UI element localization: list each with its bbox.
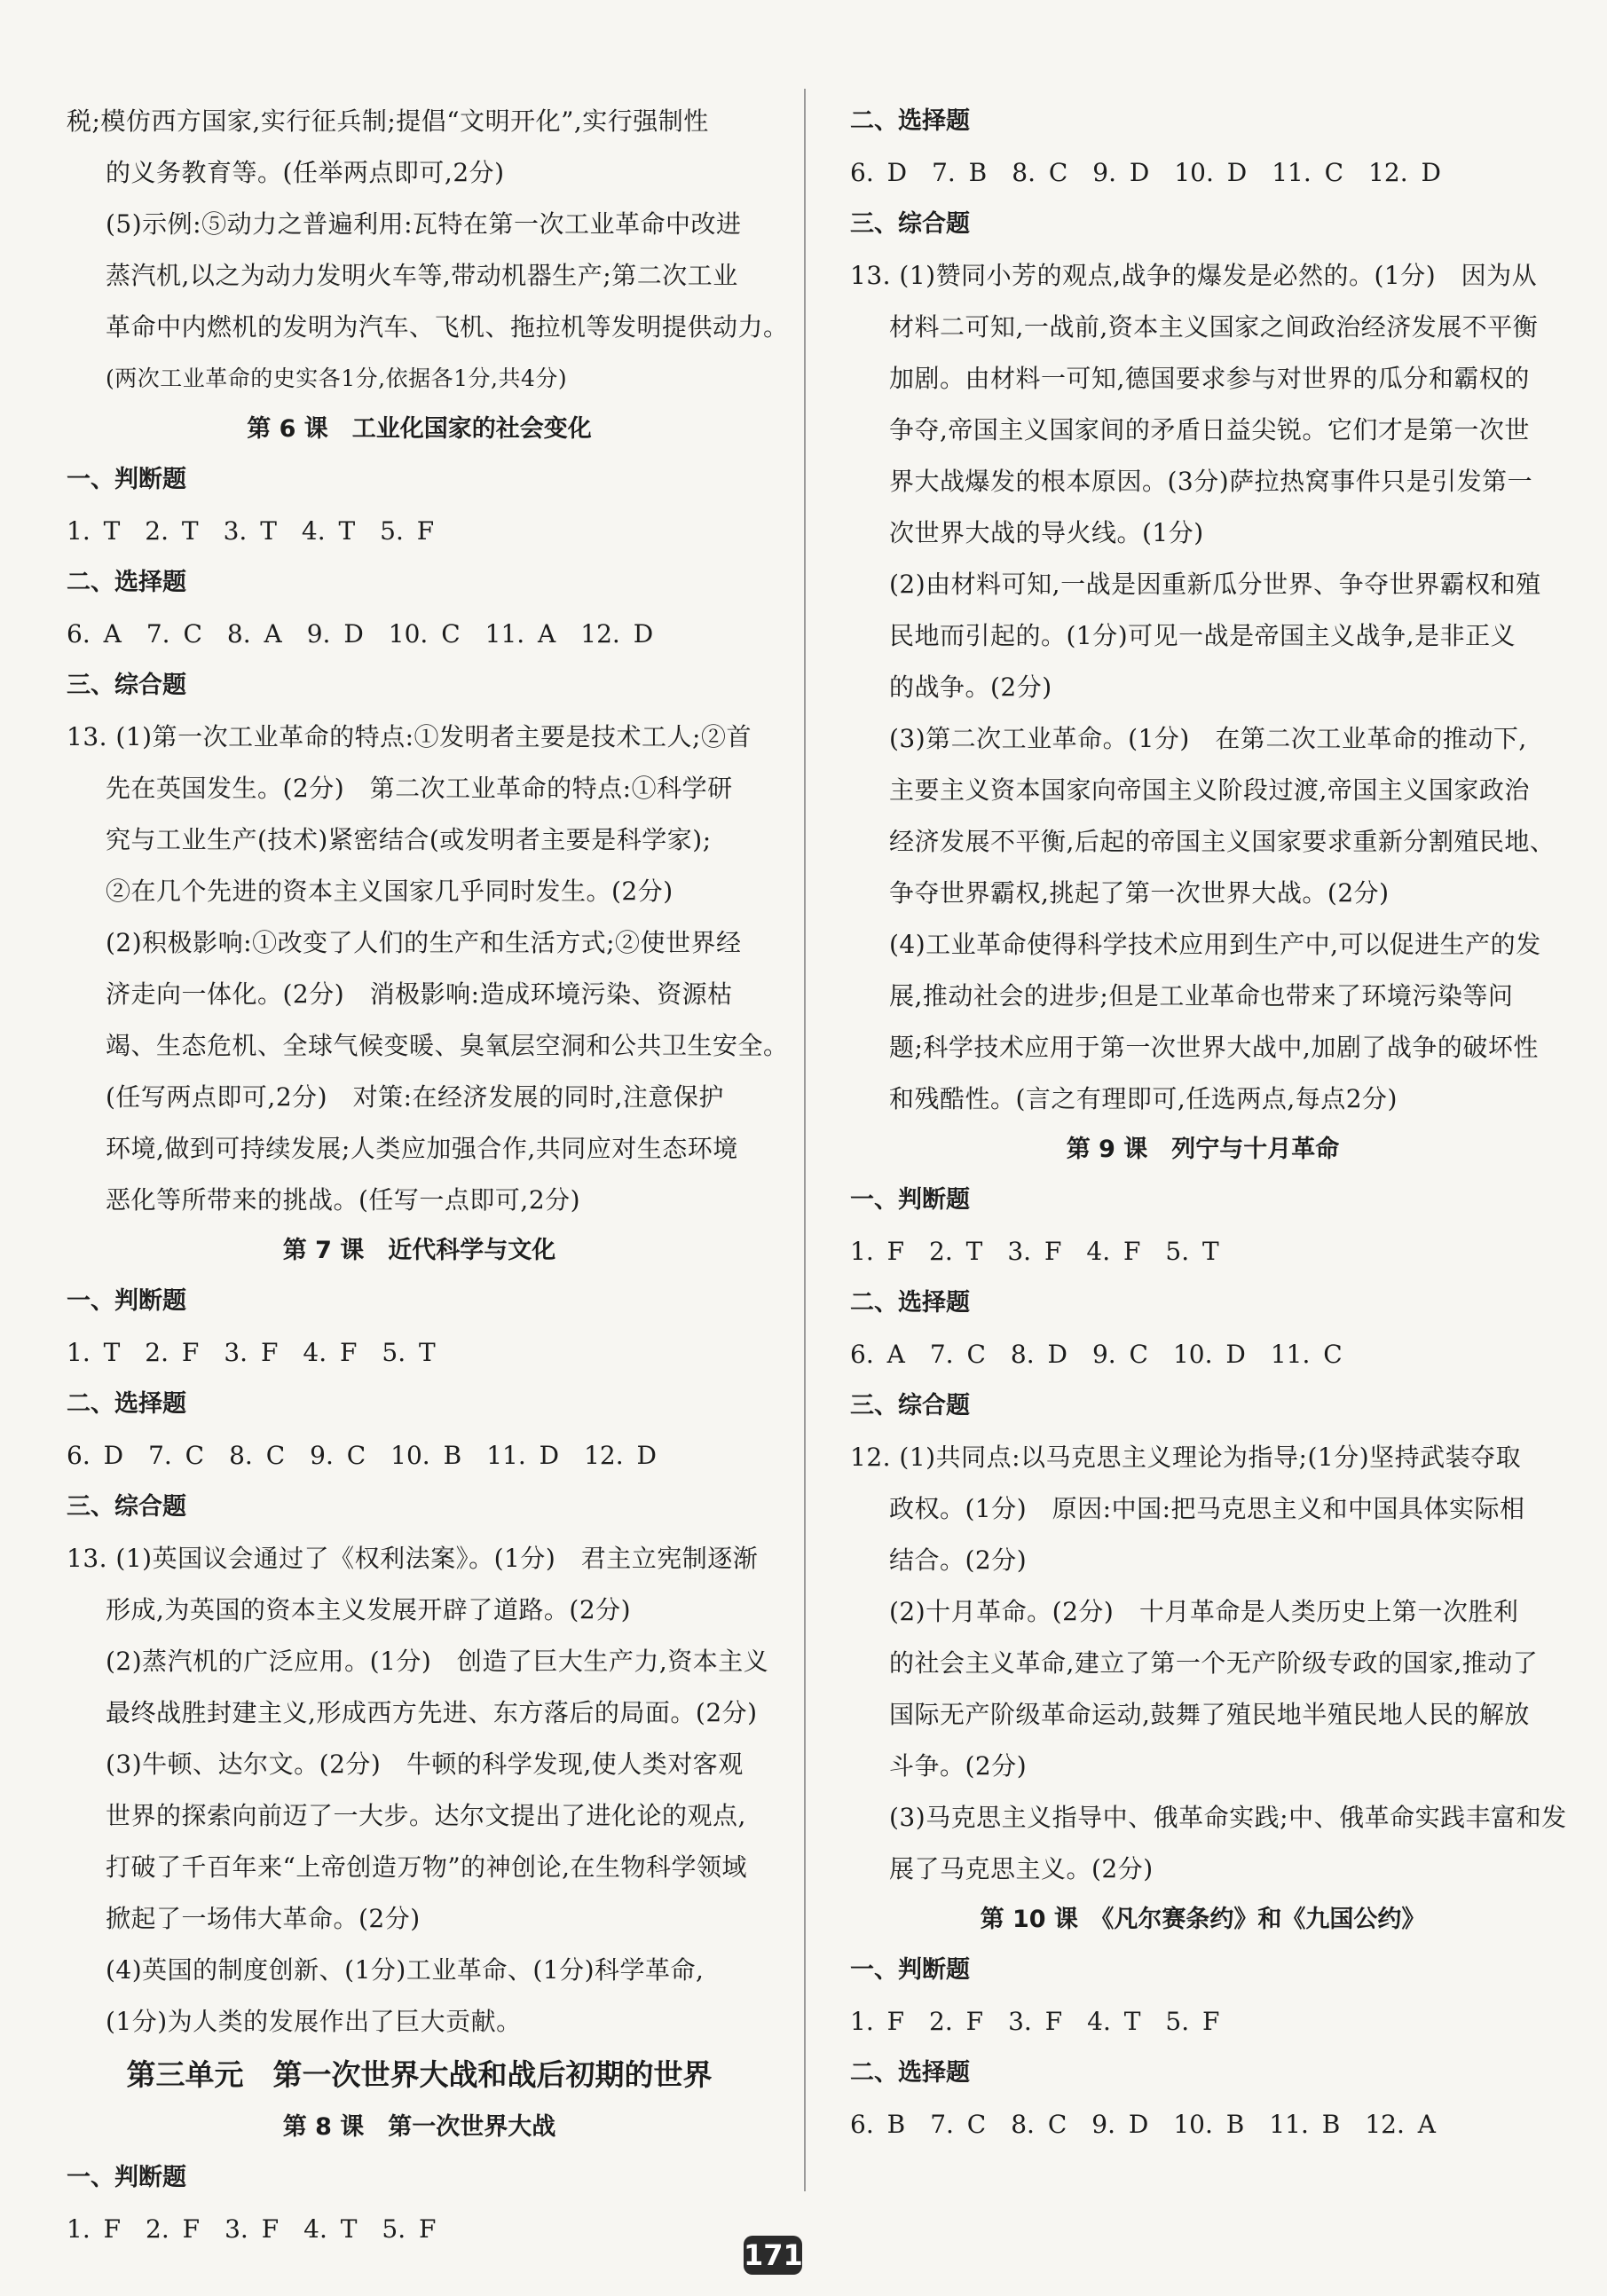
text-line: 国际无产阶级革命运动,鼓舞了殖民地半殖民地人民的解放 (889, 1700, 1530, 1729)
text-line: 世界的探索向前迈了一大步。达尔文提出了进化论的观点, (106, 1801, 746, 1830)
text-line: 环境,做到可持续发展;人类应加强合作,共同应对生态环境 (106, 1134, 738, 1163)
text-line: 题;科学技术应用于第一次世界大战中,加剧了战争的破坏性 (889, 1033, 1539, 1062)
text-line: 恶化等所带来的挑战。(任写一点即可,2分) (106, 1185, 581, 1215)
text-line: 主要主义资本国家向帝国主义阶段过渡,帝国主义国家政治 (889, 775, 1530, 805)
right-column (850, 96, 1567, 2151)
text-line: ②在几个先进的资本主义国家几乎同时发生。(2分) (106, 877, 674, 906)
text-line: 民地而引起的。(1分)可见一战是帝国主义战争,是非正义 (889, 621, 1516, 650)
answer-row: 6. A 7. C 8. D 9. C 10. D 11. C (850, 1340, 1343, 1369)
text-line: 次世界大战的导火线。(1分) (889, 518, 1204, 547)
section-heading: 二、选择题 (850, 107, 970, 135)
text-line: 争夺,帝国主义国家间的矛盾日益尖锐。它们才是第一次世 (889, 415, 1530, 444)
text-line: 结合。(2分) (889, 1545, 1028, 1575)
section-heading: 二、选择题 (850, 2059, 970, 2087)
text-line: 竭、生态危机、全球气候变暖、臭氧层空洞和公共卫生安全。 (106, 1031, 789, 1060)
unit-title: 第三单元 第一次世界大战和战后初期的世界 (126, 2057, 713, 2092)
text-line: (3)牛顿、达尔文。(2分) 牛顿的科学发现,使人类对客观 (106, 1750, 744, 1779)
section-heading: 一、判断题 (850, 1956, 970, 1984)
lesson-title: 第 9 课 列宁与十月革命 (1066, 1136, 1340, 1163)
text-line: 最终战胜封建主义,形成西方先进、东方落后的局面。(2分) (106, 1698, 758, 1727)
answer-row: 6. D 7. C 8. C 9. C 10. B 11. D 12. D (67, 1441, 657, 1470)
text-line: 政权。(1分) 原因:中国:把马克思主义和中国具体实际相 (889, 1494, 1525, 1523)
text-line: 加剧。由材料一可知,德国要求参与对世界的瓜分和霸权的 (889, 364, 1530, 393)
answer-row: 1. T 2. T 3. T 4. T 5. F (67, 516, 435, 546)
text-line: 经济发展不平衡,后起的帝国主义国家要求重新分割殖民地、 (889, 827, 1556, 856)
answer-row: 6. A 7. C 8. A 9. D 10. C 11. A 12. D (67, 619, 654, 649)
lesson-title: 第 10 课 《凡尔赛条约》和《九国公约》 (980, 1906, 1426, 1933)
answer-row: 6. B 7. C 8. C 9. D 10. B 11. B 12. A (850, 2110, 1436, 2139)
section-heading: 一、判断题 (67, 466, 186, 493)
section-heading: 三、综合题 (67, 1493, 186, 1521)
text-line: (2)积极影响:①改变了人们的生产和生活方式;②使世界经 (106, 928, 742, 957)
text-line: (4)工业革命使得科学技术应用到生产中,可以促进生产的发 (889, 930, 1541, 959)
scoring-note: (两次工业革命的史实各1分,依据各1分,共4分) (106, 366, 568, 391)
text-line: 济走向一体化。(2分) 消极影响:造成环境污染、资源枯 (106, 979, 733, 1009)
section-heading: 二、选择题 (67, 1390, 186, 1418)
text-line: 斗争。(2分) (889, 1751, 1028, 1781)
page-number: 171 (744, 2236, 802, 2275)
section-heading: 一、判断题 (67, 1287, 186, 1315)
text-line: 究与工业生产(技术)紧密结合(或发明者主要是科学家); (106, 825, 712, 854)
section-heading: 一、判断题 (850, 1186, 970, 1214)
text-line: (3)第二次工业革命。(1分) 在第二次工业革命的推动下, (889, 724, 1527, 753)
answer-row: 1. F 2. F 3. F 4. T 5. F (67, 2214, 437, 2244)
text-line: (1分)为人类的发展作出了巨大贡献。 (106, 2007, 522, 2036)
text-line: 打破了千百年来“上帝创造万物”的神创论,在生物科学领域 (106, 1852, 748, 1882)
text-line: 展了马克思主义。(2分) (889, 1854, 1154, 1883)
left-column (67, 96, 789, 2255)
section-heading: 二、选择题 (850, 1289, 970, 1317)
lesson-title: 第 8 课 第一次世界大战 (282, 2113, 556, 2141)
lesson-title: 第 7 课 近代科学与文化 (282, 1237, 556, 1264)
text-line: (2)十月革命。(2分) 十月革命是人类历史上第一次胜利 (889, 1597, 1519, 1626)
text-line: 先在英国发生。(2分) 第二次工业革命的特点:①科学研 (106, 774, 733, 803)
text-line: 掀起了一场伟大革命。(2分) (106, 1904, 421, 1933)
answer-row: 1. T 2. F 3. F 4. F 5. T (67, 1338, 436, 1367)
text-line: 蒸汽机,以之为动力发明火车等,带动机器生产;第二次工业 (106, 261, 738, 290)
text-line: 争夺世界霸权,挑起了第一次世界大战。(2分) (889, 878, 1390, 908)
text-line: 13. (1)赞同小芳的观点,战争的爆发是必然的。(1分) 因为从 (850, 261, 1538, 290)
column-divider (804, 89, 806, 2191)
answer-row: 1. F 2. F 3. F 4. T 5. F (850, 2007, 1220, 2036)
text-line: 13. (1)英国议会通过了《权利法案》。(1分) 君主立宪制逐渐 (67, 1544, 759, 1573)
text-line: (4)英国的制度创新、(1分)工业革命、(1分)科学革命, (106, 1955, 705, 1985)
text-line: (5)示例:⑤动力之普遍利用:瓦特在第一次工业革命中改进 (106, 209, 742, 239)
text-line: 形成,为英国的资本主义发展开辟了道路。(2分) (106, 1595, 632, 1624)
text-line: (任写两点即可,2分) 对策:在经济发展的同时,注意保护 (106, 1082, 724, 1112)
text-line: (3)马克思主义指导中、俄革命实践;中、俄革命实践丰富和发 (889, 1803, 1567, 1832)
answer-row: 6. D 7. B 8. C 9. D 10. D 11. C 12. D (850, 158, 1441, 187)
text-line: 材料二可知,一战前,资本主义国家之间政治经济发展不平衡 (889, 312, 1539, 342)
section-heading: 二、选择题 (67, 569, 186, 596)
section-heading: 三、综合题 (67, 672, 186, 699)
text-line: 界大战爆发的根本原因。(3分)萨拉热窝事件只是引发第一 (889, 467, 1533, 496)
text-line: 税;模仿西方国家,实行征兵制;提倡“文明开化”,实行强制性 (67, 106, 709, 136)
section-heading: 三、综合题 (850, 1392, 970, 1419)
text-line: 12. (1)共同点:以马克思主义理论为指导;(1分)坚持武装夺取 (850, 1443, 1522, 1472)
text-line: 的战争。(2分) (889, 672, 1052, 702)
lesson-title: 第 6 课 工业化国家的社会变化 (247, 415, 592, 443)
text-line: 和残酷性。(言之有理即可,任选两点,每点2分) (889, 1084, 1398, 1113)
section-heading: 一、判断题 (67, 2164, 186, 2191)
section-heading: 三、综合题 (850, 210, 970, 238)
text-line: 13. (1)第一次工业革命的特点:①发明者主要是技术工人;②首 (67, 722, 752, 751)
answer-row: 1. F 2. T 3. F 4. F 5. T (850, 1237, 1219, 1266)
text-line: 的社会主义革命,建立了第一个无产阶级专政的国家,推动了 (889, 1648, 1539, 1678)
text-line: 展,推动社会的进步;但是工业革命也带来了环境污染等问 (889, 981, 1514, 1010)
text-line: 的义务教育等。(任举两点即可,2分) (106, 158, 505, 187)
text-line: (2)由材料可知,一战是因重新瓜分世界、争夺世界霸权和殖 (889, 570, 1541, 599)
text-line: (2)蒸汽机的广泛应用。(1分) 创造了巨大生产力,资本主义 (106, 1647, 769, 1676)
text-line: 革命中内燃机的发明为汽车、飞机、拖拉机等发明提供动力。 (106, 312, 789, 342)
